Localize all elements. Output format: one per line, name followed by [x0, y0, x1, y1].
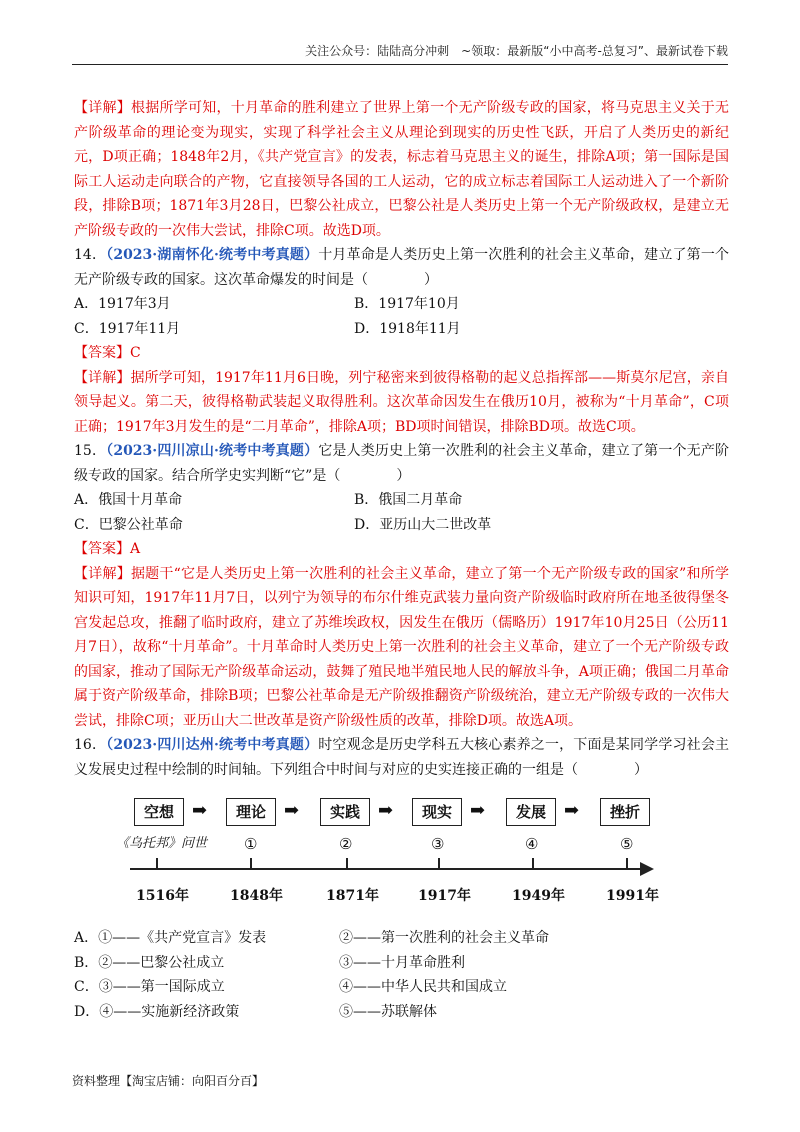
- q14-explanation: [74, 366, 729, 440]
- timeline-tick: [156, 858, 158, 870]
- timeline-tick: [438, 858, 440, 870]
- question-number: 16．: [74, 737, 107, 753]
- question-text: 时空观念是历史学科五大核心素养之一，下面是某同学学习社会主义发展史过程中绘制的时间轴。下列组合中时间与对应的史实连接正确的一组是（ ）: [74, 737, 729, 778]
- question-text: 十月革命是人类历史上第一次胜利的社会主义革命，建立了第一个无产阶级专政的国家。这次革命爆发的时间是（ ）: [74, 247, 729, 288]
- q14-stem: [74, 243, 729, 292]
- q16-stem: [74, 733, 729, 782]
- timeline-marker-utopia: 《乌托邦》问世: [116, 836, 208, 851]
- option-d-right: ⑤——苏联解体: [339, 1003, 437, 1020]
- question-number: 15．: [74, 443, 107, 459]
- timeline-tick: [532, 858, 534, 870]
- year-label: 1848年: [230, 888, 283, 904]
- option-b: B．1917年10月: [354, 296, 460, 312]
- year-label: 1949年: [512, 888, 565, 904]
- timeline-marker-2: ②: [339, 835, 353, 853]
- question-source: （2023·四川达州·统考中考真题）: [106, 737, 319, 753]
- option-b-right: ③——十月革命胜利: [339, 954, 465, 971]
- option-c: C．1917年11月: [74, 320, 181, 337]
- arrow-icon: ➡: [192, 800, 208, 821]
- arrow-icon: ➡: [284, 800, 300, 821]
- year-label: 1516年: [136, 888, 189, 904]
- option-c-right: ④——中华人民共和国成立: [339, 979, 507, 995]
- explain-text: 据题干“它是人类历史上第一次胜利的社会主义革命，建立了第一个无产阶级专政的国家”和所学知识可知，1917年11月7日，以列宁为领导的布尔什维克武装力量向资产阶级临时政府所在地圣彼得堡冬宫发起总攻，推翻了临时政府，建立了苏维埃政权，因发生在俄历（儒略历）1917年10月25日（公历11月7日），故称“十月革命”。十月革命时人类历史上第一次胜利的社会主义革命，建立了一个无产阶级专政的国家，推动了国际无产阶级革命运动，鼓舞了殖民地半殖民地人民的解放斗争，A项正确；俄国二月革命属于资产阶级革命，排除B项；巴黎公社革命是无产阶级推翻资产阶级统治，建立无产阶级专政的一次伟大尝试，排除C项；亚历山大二世改革是资产阶级性质的改革，排除D项。故选A项。: [74, 565, 730, 729]
- explain-label: 【详解】: [74, 369, 131, 386]
- q13-explanation: [74, 96, 729, 243]
- year-label: 1917年: [418, 888, 471, 904]
- option-c: C．巴黎公社革命: [74, 516, 183, 533]
- option-d: D．1918年11月: [354, 320, 461, 337]
- stage-box-theory: 理论: [226, 798, 276, 826]
- timeline-tick: [250, 858, 252, 870]
- stage-box-development: 发展: [506, 798, 556, 826]
- explain-label: 【详解】: [74, 565, 131, 582]
- arrow-icon: ➡: [564, 800, 580, 821]
- timeline-marker-5: ⑤: [620, 835, 634, 853]
- q15-answer: 【答案】A: [74, 541, 141, 557]
- option-b: B．俄国二月革命: [354, 492, 463, 508]
- page-content: [74, 96, 729, 1024]
- q15-stem: [74, 439, 729, 488]
- question-text: 它是人类历史上第一次胜利的社会主义革命，建立了第一个无产阶级专政的国家。结合所学史实判断“它”是（ ）: [74, 443, 729, 484]
- option-a-left: A．①——《共产党宣言》发表: [74, 930, 267, 946]
- explain-text: 根据所学可知，十月革命的胜利建立了世界上第一个无产阶级专政的国家，将马克思主义关于无产阶级革命的理论变为现实，实现了科学社会主义从理论到现实的历史性飞跃，开启了人类历史的新纪元，D项正确；1848年2月，《共产党宣言》的发表，标志着马克思主义的诞生，排除A项；第一国际是国际工人运动走向联合的产物，它直接领导各国的工人运动，它的成立标志着国际工人运动进入了一个新阶段，排除B项；1871年3月28日，巴黎公社成立，巴黎公社是人类历史上第一个无产阶级政权，是建立无产阶级专政的一次伟大尝试，排除C项。故选D项。: [74, 100, 730, 239]
- socialism-timeline: [74, 786, 729, 920]
- question-number: 14．: [74, 247, 107, 263]
- explain-label: 【详解】: [74, 100, 131, 116]
- option-a: A．1917年3月: [74, 296, 171, 312]
- timeline-axis: [130, 868, 640, 870]
- q15-explanation: [74, 562, 729, 734]
- timeline-marker-3: ③: [431, 835, 445, 853]
- timeline-tick: [626, 858, 628, 870]
- timeline-tick: [346, 858, 348, 870]
- page-header: 关注公众号：陆陆高分冲刺 ~领取：最新版“小中高考-总复习”、最新试卷下载: [72, 42, 728, 65]
- q15-options: [74, 488, 729, 537]
- timeline-marker-4: ④: [525, 835, 539, 853]
- option-a-right: ②——第一次胜利的社会主义革命: [339, 930, 549, 946]
- option-d: D．亚历山大二世改革: [354, 516, 492, 533]
- option-a: A．俄国十月革命: [74, 492, 183, 508]
- option-b-left: B．②——巴黎公社成立: [74, 954, 225, 971]
- year-label: 1871年: [326, 888, 379, 904]
- stage-box-utopian: 空想: [134, 798, 184, 826]
- option-d-left: D．④——实施新经济政策: [74, 1003, 240, 1020]
- stage-box-practice: 实践: [320, 798, 370, 826]
- q16-options: [74, 926, 729, 1024]
- page-footer: 资料整理【淘宝店铺：向阳百分百】: [72, 1074, 265, 1088]
- q14-options: [74, 292, 729, 341]
- q14-answer: 【答案】C: [74, 345, 141, 361]
- axis-arrowhead-icon: [640, 862, 654, 876]
- arrow-icon: ➡: [470, 800, 486, 821]
- stage-box-setback: 挫折: [600, 798, 650, 826]
- explain-text: 据所学可知，1917年11月6日晚，列宁秘密来到彼得格勒的起义总指挥部——斯莫尔尼宫，亲自领导起义。第二天，彼得格勒武装起义取得胜利。这次革命因发生在俄历10月，被称为“十月革命”，C项正确；1917年3月发生的是“二月革命”，排除A项；BD项时间错误，排除BD项。故选C项。: [74, 369, 729, 435]
- timeline-marker-1: ①: [244, 835, 258, 853]
- year-label: 1991年: [606, 888, 659, 904]
- question-source: （2023·湖南怀化·统考中考真题）: [106, 247, 319, 263]
- question-source: （2023·四川凉山·统考中考真题）: [106, 443, 319, 459]
- arrow-icon: ➡: [378, 800, 394, 821]
- option-c-left: C．③——第一国际成立: [74, 979, 225, 995]
- stage-box-reality: 现实: [412, 798, 462, 826]
